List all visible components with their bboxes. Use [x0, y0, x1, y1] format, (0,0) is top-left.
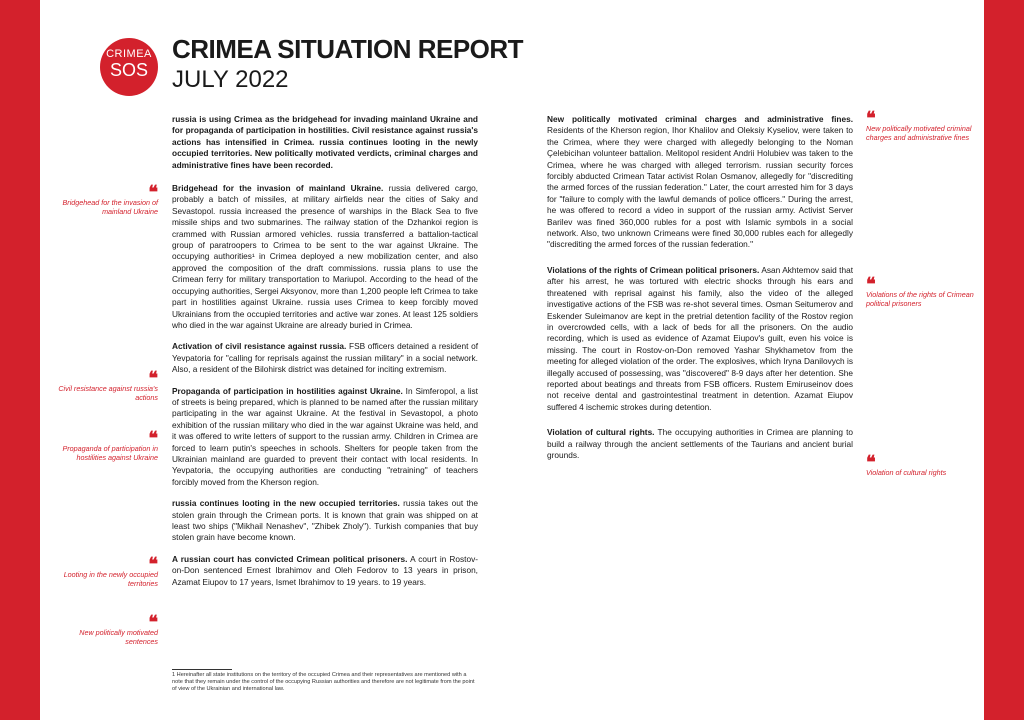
page-subtitle: JULY 2022 [172, 66, 289, 93]
quote-icon: ❝ [866, 108, 876, 128]
right-red-border [984, 0, 1024, 720]
side-label-text: Violations of the rights of Crimean political prisoners [866, 290, 974, 308]
side-label-text: Looting in the newly occupied territories [63, 570, 158, 588]
section-heading: Propaganda of participation in hostilities against Ukraine. [172, 385, 403, 396]
section-body: In Simferopol, a list of streets is being prepared, which is planned to be named after the russian military participating in the war against Ukraine. At the festival in Sevastopol, a photo exhibition of the russian military who died in the war against Ukraine was held, and it was offered to write letters of support to the russian army. Children in Crimea are forced to learn putin's speeches in schools. Shelters for people taken from the Ukrainian mainland are guarded to prevent their contact with local residents. In Yevpatoria, the occupying authorities are conducting "retraining" of teachers forcibly moved from the Kherson region. [172, 385, 478, 487]
intro-paragraph: russia is using Crimea as the bridgehead for invading mainland Ukraine and for propaganda of participation in hostilities. Civil resistance against russia's actions has intensified in Crimea. russia continues looting in the newly occupied territories. New politically motivated verdicts, criminal charges and administrative fines have been recorded. [172, 114, 478, 170]
quote-icon: ❝ [148, 368, 158, 388]
section-civil-resistance [172, 341, 478, 375]
section-heading: Violations of the rights of Crimean political prisoners. [547, 264, 760, 275]
side-label-text: Propaganda of participation in hostilities against Ukraine [62, 444, 158, 462]
quote-icon: ❝ [148, 554, 158, 574]
section-body: A court in Rostov-on-Don sentenced Ernest Ibrahimov and Oleh Fedorov to 13 years in prison, Azamat Eiupov to 17 years, Ismet Ibrahimov to 19 years. to 19 years. [172, 553, 478, 587]
section-body: russia takes out the stolen grain through the Crimean ports. It is known that grain was shipped on at least two ships ("Mikhail Nenashev", "Zhibek Zholy"). Turkish companies that buy stolen grain have become known. [172, 498, 478, 543]
logo-bottom-text: SOS [109, 60, 148, 80]
quote-icon: ❝ [866, 452, 876, 472]
footnote: 1 Hereinafter all state institutions on the territory of the occupied Crimea and their representatives are mentioned with a note that they remain under the control of the occupying Russian authorities and therefore are not legitimate from the point of view of the Ukrainian and international law. [172, 672, 475, 692]
section-body: FSB officers detained a resident of Yevpatoria for "calling for reprisals against the russian military" in a social network. Also, a resident of the Bilohirsk district was detained for inciting extremism. [172, 341, 478, 375]
quote-icon: ❝ [148, 182, 158, 202]
side-label-propaganda [50, 428, 158, 462]
section-heading: A russian court has convicted Crimean political prisoners. [172, 553, 408, 564]
side-label-criminal-charges [866, 108, 976, 142]
quote-icon: ❝ [148, 612, 158, 632]
side-label-political-prisoners [866, 274, 976, 308]
section-criminal-charges [547, 114, 853, 251]
section-body: Asan Akhtemov said that after his arrest, he was tortured with electric shocks through his ears and threatened with reprisal against his family, also the video of the alleged investigative actions of the FSB was re-shot several times. Osman Seitumerov and Eskender Suleimanov are kept in the pretrial detention facility of the Rostov region in overcrowded cells, with a lack of beds for all the prisoners. On the audio recording, which is used as evidence of Azamat Eiupov's guilt, even his voice is missing. The court in Rostov-on-Don removed Yashar Shykhametov from the meeting for alleged violation of the order. The explosives, which Iryna Danilovych is illegally accused of possessing, was "discovered" 8-9 days after her detention. She reported about beatings and threats from FSB officers. Rustem Emiruseinov does not receive dental and gastrointestinal treatment in detention. Azamat Eiupov suffered 4 ischemic strokes during detention. [547, 264, 854, 412]
right-column [547, 114, 853, 471]
side-label-bridgehead [50, 182, 158, 216]
quote-icon: ❝ [148, 428, 158, 448]
section-body: russia delivered cargo, probably a batch of missiles, at military airfields near the cities of Saky and Sevastopol. russia increased the presence of warships in the Black Sea to five missile ships and two submarines. The railway station of the Dzhankoi region is crammed with Russian armored vehicles. russia transferred a battalion-tactical group of paratroopers to Crimea to be sent to the war against Ukraine. The occupying authorities¹ in Crimea deployed a new mobilization center, and also approved the composition of the draft commissions. russia plans to use the Crimean ferry for military transportation to Mariupol. According to the head of the occupying authorities, Sergei Aksyonov, more than 1,200 people left Crimea to take part in hostilities against Ukraine. russia uses Crimea to keep forcibly moved Ukrainians from the occupied territories and active war zones. At least 125 soldiers who died in the war against Ukraine are already buried in Crimea. [172, 183, 478, 330]
section-heading: New politically motivated criminal charges and administrative fines. [547, 114, 853, 124]
section-looting [172, 498, 478, 544]
side-label-text: Civil resistance against russia's actions [58, 384, 158, 402]
side-label-text: New politically motivated sentences [79, 628, 158, 646]
section-heading: Bridgehead for the invasion of mainland Ukraine. [172, 183, 384, 194]
side-label-sentences [50, 612, 158, 646]
footnote-divider [172, 669, 232, 670]
section-court [172, 554, 478, 588]
section-heading: russia continues looting in the new occupied territories. [172, 498, 400, 509]
section-body: The occupying authorities in Crimea are planning to build a railway through the ancient settlements of the Taurians and ancient burial grounds. [547, 427, 854, 460]
section-body: Residents of the Kherson region, Ihor Khalilov and Oleksiy Kyseliov, were taken to the Crimea, where they were charged with allegedly belonging to the Noman Çelebicihan volunteer battalion. Melitopol resident Andrii Holubiev was taken to the Crimea, where he was charged with alleged terrorism. russian security forces forcibly abducted Crimean Tatar activist Rolan Osmanov, allegedly for "discrediting the armed forces of the russian federation." Later, the court arrested him for 3 days for "failure to comply with the lawful demands of police officers." During the arrest, he was offered to record a video in support of the russian army. Activist Server Barilev was fined 360,000 rubles for a post with Islamic symbols in a social network. Also, two unknown Crimeans were fined 30,000 rubles each for allegedly "discrediting the armed forces of the russian federation." [547, 125, 853, 250]
side-label-text: Violation of cultural rights [866, 468, 947, 477]
left-red-border [0, 0, 40, 720]
section-heading: Violation of cultural rights. [547, 427, 655, 438]
section-heading: Activation of civil resistance against russia. [172, 341, 347, 352]
side-label-looting [50, 554, 158, 588]
section-propaganda [172, 386, 478, 489]
side-label-text: New politically motivated criminal charges and administrative fines [866, 124, 972, 142]
side-label-civil-resistance [50, 368, 158, 402]
logo-top-text: CRIMEA [106, 48, 152, 60]
left-column [172, 114, 478, 598]
crimea-sos-logo [100, 38, 158, 96]
section-political-prisoners [547, 265, 853, 413]
side-label-text: Bridgehead for the invasion of mainland Ukraine [62, 198, 158, 216]
section-bridgehead [172, 183, 478, 331]
side-label-cultural-rights [866, 452, 976, 477]
quote-icon: ❝ [866, 274, 876, 294]
section-cultural-rights [547, 427, 853, 461]
page-title: CRIMEA SITUATION REPORT [172, 34, 524, 64]
